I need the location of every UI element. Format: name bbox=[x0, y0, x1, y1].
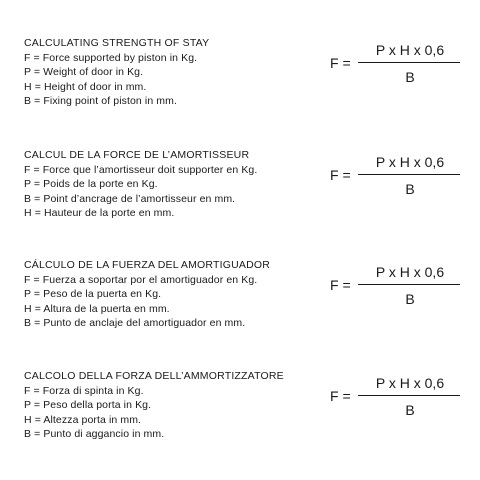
formula bbox=[330, 36, 470, 116]
fraction-bar bbox=[358, 395, 460, 396]
formula-lhs: F = bbox=[330, 55, 351, 71]
formula-numerator: P x H x 0,6 bbox=[375, 154, 445, 170]
formula-numerator: P x H x 0,6 bbox=[375, 42, 445, 58]
definition-line: H = Height of door in mm. bbox=[24, 80, 147, 93]
definition-line: B = Punto di aggancio in mm. bbox=[24, 428, 165, 441]
definition-line: P = Poids de la porte en Kg. bbox=[24, 178, 158, 191]
definition-line: P = Peso della porta in Kg. bbox=[24, 399, 152, 412]
definition-line: H = Altezza porta in mm. bbox=[24, 413, 142, 426]
formula-denominator: B bbox=[405, 291, 415, 307]
definition-line: F = Force supported by piston in Kg. bbox=[24, 51, 198, 64]
formula-lhs: F = bbox=[330, 277, 351, 293]
formula-denominator: B bbox=[405, 181, 415, 197]
formula-denominator: B bbox=[405, 69, 415, 85]
definition-line: H = Altura de la puerta en mm. bbox=[24, 302, 170, 315]
definition-line: P = Weight of door in Kg. bbox=[24, 66, 144, 79]
definition-line: P = Peso de la puerta en Kg. bbox=[24, 288, 162, 301]
formula-numerator: P x H x 0,6 bbox=[375, 264, 445, 280]
section-english bbox=[0, 36, 480, 116]
formula bbox=[330, 148, 470, 228]
definitions-spanish bbox=[24, 258, 324, 331]
section-spanish bbox=[0, 258, 480, 338]
formula-numerator: P x H x 0,6 bbox=[375, 375, 445, 391]
definition-line: B = Punto de anclaje del amortiguador en mm. bbox=[24, 317, 246, 330]
definitions-french bbox=[24, 148, 324, 221]
definition-line: F = Force que l’amortisseur doit supporter en Kg. bbox=[24, 163, 258, 176]
definitions-italian bbox=[24, 369, 324, 442]
definition-line: B = Fixing point of piston in mm. bbox=[24, 95, 177, 108]
fraction-bar bbox=[358, 62, 460, 63]
definition-line: H = Hauteur de la porte en mm. bbox=[24, 207, 175, 220]
section-italian bbox=[0, 369, 480, 449]
section-heading: CALCOLO DELLA FORZA DELL’AMMORTIZZATORE bbox=[24, 370, 284, 382]
section-french bbox=[0, 148, 480, 228]
fraction-bar bbox=[358, 284, 460, 285]
formula bbox=[330, 369, 470, 449]
section-heading: CÁLCULO DE LA FUERZA DEL AMORTIGUADOR bbox=[24, 259, 271, 271]
section-heading: CALCULATING STRENGTH OF STAY bbox=[24, 37, 210, 49]
definitions-english bbox=[24, 36, 324, 109]
definition-line: B = Point d’ancrage de l’amortisseur en mm. bbox=[24, 192, 236, 205]
definition-line: F = Forza di spinta in Kg. bbox=[24, 384, 144, 397]
section-heading: CALCUL DE LA FORCE DE L’AMORTISSEUR bbox=[24, 149, 250, 161]
formula bbox=[330, 258, 470, 338]
formula-denominator: B bbox=[405, 402, 415, 418]
formula-lhs: F = bbox=[330, 167, 351, 183]
definition-line: F = Fuerza a soportar por el amortiguador en Kg. bbox=[24, 273, 258, 286]
formula-lhs: F = bbox=[330, 388, 351, 404]
fraction-bar bbox=[358, 174, 460, 175]
